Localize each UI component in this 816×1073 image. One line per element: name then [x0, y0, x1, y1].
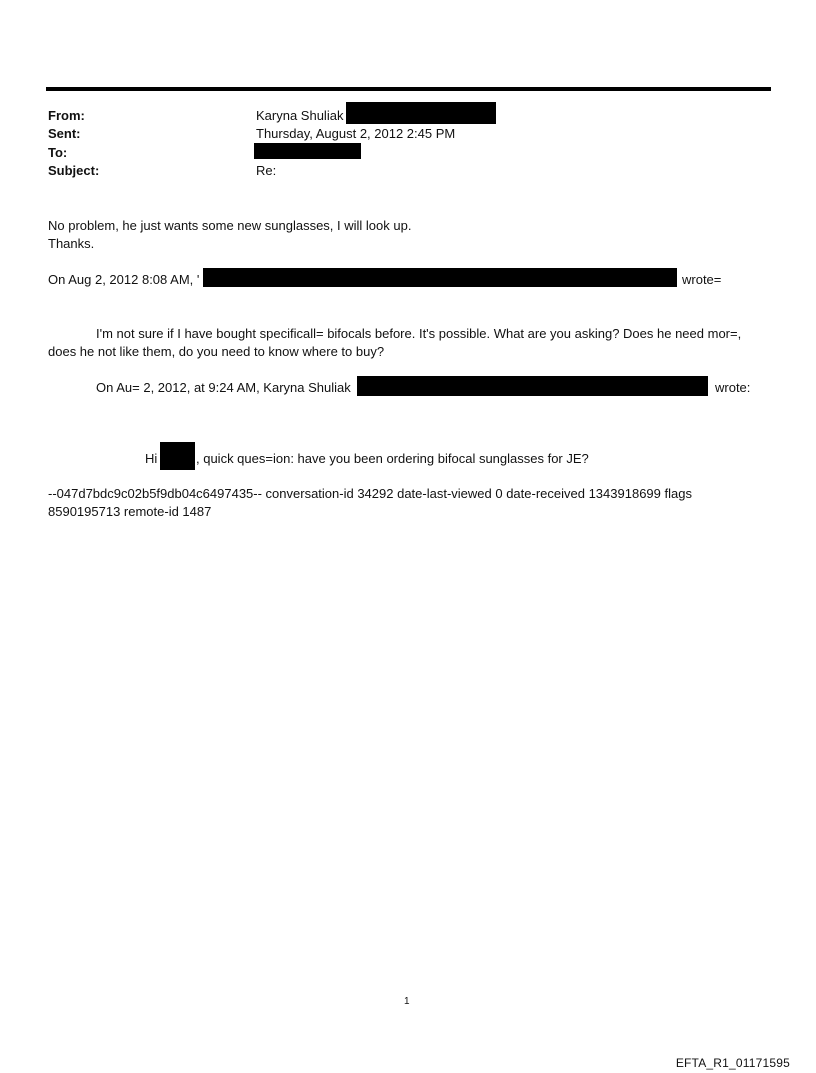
- redaction-to: [254, 143, 361, 159]
- body-line-1: No problem, he just wants some new sunglasses, I will look up.: [48, 218, 412, 233]
- subject-value: Re:: [256, 163, 277, 178]
- sent-value: Thursday, August 2, 2012 2:45 PM: [256, 126, 456, 141]
- document-id: EFTA_R1_01171595: [675, 1056, 790, 1070]
- quote1-prefix: On Aug 2, 2012 8:08 AM, ': [48, 272, 200, 287]
- redaction-quote2-email: [357, 376, 708, 396]
- quote2-prefix: On Au= 2, 2012, at 9:24 AM, Karyna Shuliak: [96, 380, 351, 395]
- para1-line-1: I'm not sure if I have bought specificall= bifocals before. It's possible. What are you asking? Does he need mor=,: [96, 326, 742, 341]
- redaction-from-email: [346, 102, 496, 124]
- body-line-2: Thanks.: [48, 236, 95, 251]
- header-rule: [46, 87, 771, 91]
- subject-label: Subject:: [48, 163, 100, 178]
- page-number: 1: [404, 996, 410, 1007]
- hi-prefix: Hi: [145, 451, 158, 466]
- para1-line-2: does he not like them, do you need to know where to buy?: [48, 344, 385, 359]
- sent-label: Sent:: [48, 126, 81, 141]
- from-value: Karyna Shuliak: [256, 108, 344, 123]
- quote2-suffix: wrote:: [715, 380, 751, 395]
- redaction-recipient-name: [160, 442, 195, 470]
- meta-line-2: 8590195713 remote-id 1487: [48, 504, 212, 519]
- hi-suffix: , quick ques=ion: have you been ordering bifocal sunglasses for JE?: [196, 451, 589, 466]
- to-label: To:: [48, 145, 68, 160]
- redaction-quote1-sender: [203, 268, 677, 287]
- meta-line-1: --047d7bdc9c02b5f9db04c6497435-- conversation-id 34292 date-last-viewed 0 date-received 1343918699 flags: [48, 486, 692, 501]
- from-label: From:: [48, 108, 85, 123]
- quote1-suffix: wrote=: [682, 272, 722, 287]
